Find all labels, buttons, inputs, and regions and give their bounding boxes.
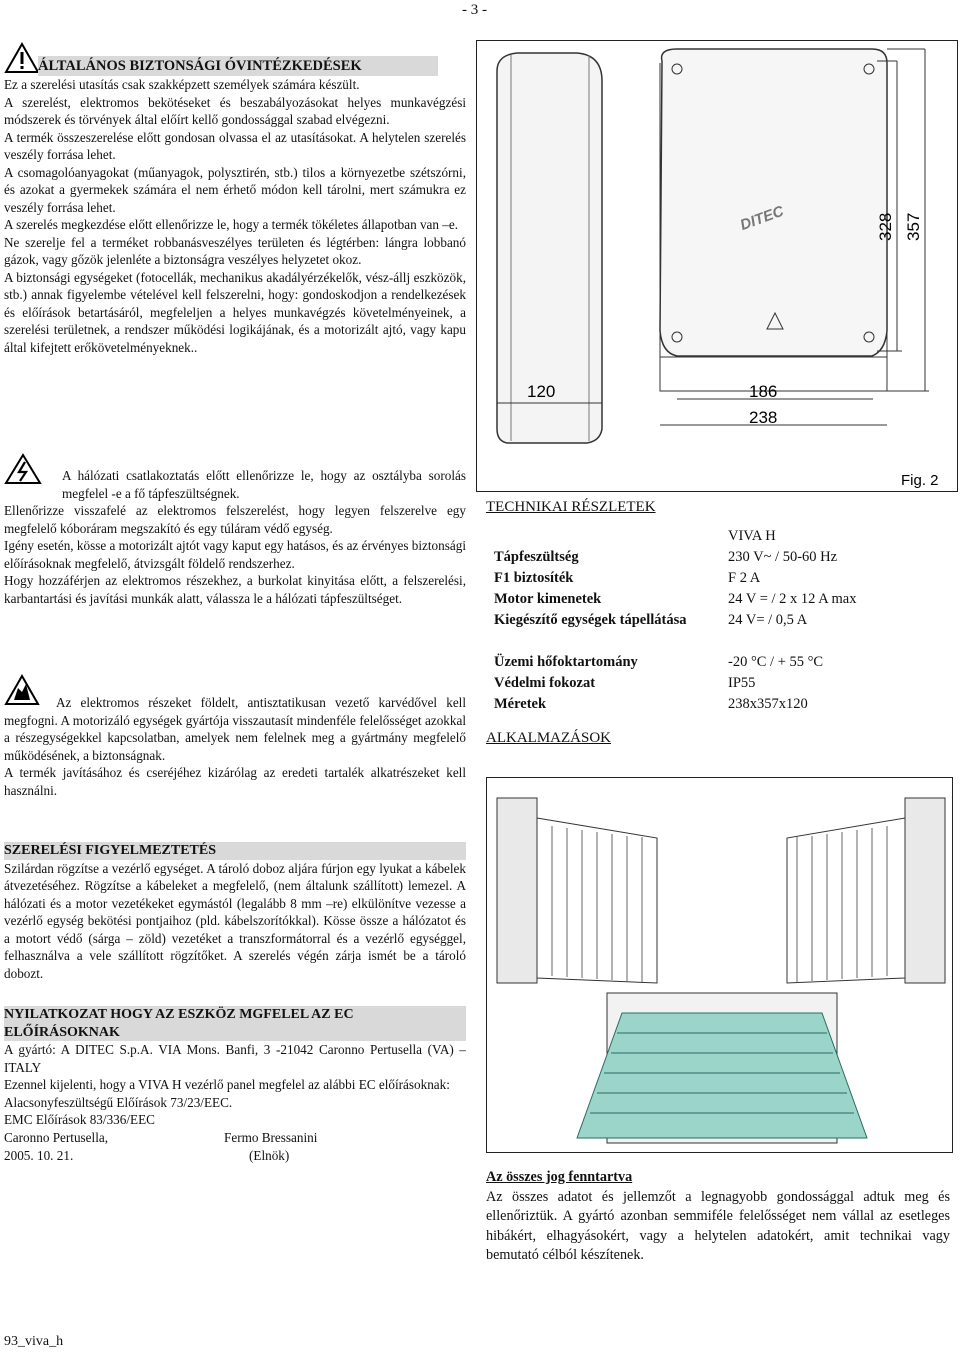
declaration-maker: A gyártó: A DITEC S.p.A. VIA Mons. Banfi, 3 -21042 Caronno Pertusella (VA) – ITALY — [4, 1042, 466, 1075]
safety-para: Ne szerelje fel a terméket robbanásveszélyes területen és légtérben: lángra lobbanó gázok, vagy gőzök jelenléte a biztonságra veszélyes helyzetet okoz. — [4, 234, 466, 267]
esd-section — [4, 674, 466, 799]
enclosure-drawing — [477, 41, 957, 491]
declaration-emc: EMC Előírások 83/336/EEC — [4, 1112, 155, 1127]
table-row — [490, 570, 861, 591]
declaration-date: 2005. 10. 21. — [4, 1147, 74, 1163]
declaration-section — [4, 1006, 466, 1165]
dim-h-outer: 357 — [904, 212, 923, 241]
tech-title: TECHNIKAI RÉSZLETEK — [486, 499, 656, 515]
safety-para: A szerelést, elektromos bekötéseket és beszabályozásokat helyes munkavégzési módszerek és törvények által előírt kellő gondossággal szabad elvégezni. — [4, 94, 466, 127]
tech-table — [490, 528, 861, 717]
table-row — [490, 591, 861, 612]
tech-value: F 2 A — [728, 570, 761, 586]
electric-hazard-icon — [4, 453, 42, 485]
warning-icon — [4, 42, 40, 74]
safety-para: A termék összeszerelése előtt gondosan olvassa el az utasításokat. A helytelen szerelés veszély forrása lehet. — [4, 129, 466, 162]
table-row — [490, 654, 861, 675]
rights-title: Az összes jog fenntartva — [486, 1169, 633, 1185]
rights-text: Az összes adatot és jellemzőt a legnagyobb gondossággal adtuk meg és ellenőriztük. A gyártó azonban semmiféle felelősséget nem vállal az esetleges hibákért, elhagyásokért, vagy a helytelen adatokért, amit technikai vagy bemutató célból készítenek. — [486, 1188, 950, 1263]
safety-section — [4, 42, 466, 356]
electrical-para: Igény esetén, kösse a motorizált ajtót vagy kaput egy hatásos, és az érvényes biztonsági előírásoknak megfelelő, átvizsgált földelő rendszerhez. — [4, 538, 466, 571]
declaration-statement: Ezennel kijelenti, hogy a VIVA H vezérlő panel megfelel az alábbi EC előírásoknak: — [4, 1077, 450, 1092]
tech-key: Védelmi fokozat — [494, 675, 596, 691]
table-row — [490, 696, 861, 717]
table-row — [490, 528, 861, 549]
footer-code: 93_viva_h — [4, 1334, 64, 1349]
install-text: Szilárdan rögzítse a vezérlő egységet. A tároló doboz aljára fúrjon egy lyukat a kábelek átvezetéséhez. Rögzítse a kábeleket a megfelelő, (nem általunk szállított) lemezel. A hálózati és a motor vezetékeket egymástól (legalább 8 mm –re) elkülönítve vezesse a vezérlő egység bekötési pontjaihoz (pld. kábelszorítókkal). Kösse össze a hálózatot és a motort védő (sárga – zöld) vezetéket a transzformátorral és a vezérlő egységgel, felhasználva a vele szállított rögzítőket. A szerelés végén zárja ismét be a tároló dobozt. — [4, 860, 466, 981]
dim-h-inner: 328 — [876, 212, 895, 241]
safety-para: A szerelés megkezdése előtt ellenőrizze le, hogy a termék tökéletes állapotban van –e. — [4, 217, 459, 232]
declaration-role: (Elnök) — [249, 1147, 290, 1163]
brand-logo: DITEC — [737, 202, 787, 235]
tech-value: 24 V= / 0,5 A — [728, 612, 808, 628]
tech-value: -20 °C / + 55 °C — [728, 654, 824, 670]
applications-title: ALKALMAZÁSOK — [486, 730, 611, 746]
declaration-lv: Alacsonyfeszültségű Előírások 73/23/EEC. — [4, 1094, 233, 1110]
esd-icon — [4, 674, 40, 708]
tech-value: 24 V = / 2 x 12 A max — [728, 591, 857, 607]
table-row — [490, 675, 861, 696]
electrical-para: Ellenőrizze visszafelé az elektromos felszerelést, hogy legyen felszerelve egy megfelelő kóboráram megszakító és egy túláram védő egység. — [4, 503, 466, 536]
safety-para: A biztonsági egységeket (fotocellák, mechanikus akadályérzékelők, vész-állj eszközök, stb.) annak figyelembe vételével kell felszerelni, hogy: gondoskodjon a rendelkezések és előírások betartásáról, megfeleljen a helyes munkavégzés követelményeinek, a szerelési területnek, a rendszer működési logikájának, és a motorizált ajtó, vagy kapu által kifejtett erőkövetelményeknek.. — [4, 269, 466, 355]
tech-value: IP55 — [728, 675, 756, 691]
dim-w-inner: 186 — [749, 382, 778, 401]
tech-value: 230 V~ / 50-60 Hz — [728, 549, 838, 565]
table-row — [490, 549, 861, 570]
electrical-intro: A hálózati csatlakoztatás előtt ellenőrizze le, hogy az osztályba sorolás megfelel -e a fő tápfeszültségnek. — [62, 468, 466, 501]
tech-key: F1 biztosíték — [494, 570, 574, 586]
esd-para: A termék javításához és cseréjéhez kizárólag az eredeti tartalék alkatrészeket kell használni. — [4, 765, 466, 798]
safety-title: ÁLTALÁNOS BIZTONSÁGI ÓVINTÉZKEDÉSEK — [38, 56, 438, 76]
figure-enclosure — [476, 40, 958, 492]
rights-section — [486, 1168, 950, 1266]
safety-para: A csomagolóanyagokat (műanyagok, polysztirén, stb.) tilos a környezetbe szétszórni, és azokat a gyermekek számára el nem érhető módon kell tárolni, mert számukra ez veszély forrása lehet. — [4, 164, 466, 215]
tech-key: Tápfeszültség — [494, 549, 579, 565]
declaration-place: Caronno Pertusella, — [4, 1129, 109, 1145]
tech-key: Kiegészítő egységek tápellátása — [494, 612, 687, 628]
electrical-section — [4, 453, 466, 607]
tech-value: 238x357x120 — [728, 696, 808, 712]
table-row — [490, 612, 861, 654]
safety-para: Ez a szerelési utasítás csak szakképzett személyek számára készült. — [4, 77, 360, 92]
page-number: - 3 - — [462, 2, 487, 18]
tech-key: Méretek — [494, 696, 547, 712]
tech-key: Motor kimenetek — [494, 591, 602, 607]
declaration-signer: Fermo Bressanini — [224, 1129, 318, 1145]
tech-key: Üzemi hőfoktartomány — [494, 654, 638, 670]
install-title: SZERELÉSI FIGYELMEZTETÉS — [4, 842, 466, 860]
electrical-para: Hogy hozzáférjen az elektromos részekhez, a burkolat kinyitása előtt, a felszerelési, karbantartási és javítási munkák alatt, válassza le a hálózati tápfeszültséget. — [4, 573, 466, 606]
figure-label: Fig. 2 — [901, 472, 939, 489]
signature-block — [4, 1129, 466, 1165]
esd-intro: Az elektromos részeket földelt, antisztatikusan vezető karvédővel kell megfogni. A motorizáló egységek gyártója visszautasít mindenféle felelősséget azokkal a részegységekkel kapcsolatban, amelyek nem felelnek meg a gyártmány megfelelő működésének, a biztonságnak. — [4, 695, 466, 763]
tech-model: VIVA H — [728, 528, 776, 544]
applications-figure — [486, 777, 953, 1153]
gate-illustration — [487, 778, 952, 1152]
dim-depth: 120 — [527, 382, 556, 401]
declaration-title: NYILATKOZAT HOGY AZ ESZKÖZ MGFELEL AZ EC ELŐÍRÁSOKNAK — [4, 1006, 466, 1041]
install-section — [4, 842, 466, 982]
safety-header — [4, 42, 466, 76]
dim-w-outer: 238 — [749, 408, 778, 427]
